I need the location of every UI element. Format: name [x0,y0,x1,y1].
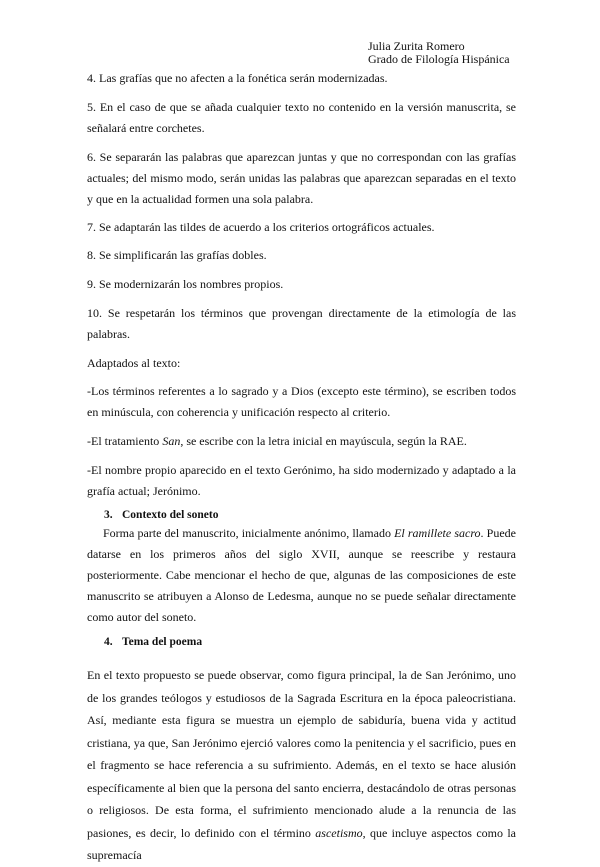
section-4-heading [104,635,202,649]
section-4-title: Tema del poema [122,636,203,648]
section-3-text-after: . Puede datarse en los primeros años del siglo XVII, aunque se reescribe y restaura posteriormente. Cabe mencionar el hecho de que, algunas de las composiciones de este manuscrito se atribuyen a Alonso de Ledesma, aunque no se puede señalar directamente como autor del soneto. [87,526,516,624]
adapted-intro: Adaptados al texto: [87,356,181,370]
section-3-paragraph [87,523,516,628]
adapted-item-2 [87,431,516,452]
section-4-text-before: En el texto propuesto se puede observar, como figura principal, la de San Jerónimo, uno de los grandes teólogos y estudiosos de la Sagrada Escritura en la época paleocristiana. Así, mediante esta figura se muestra un ejemplo de sabiduría, buena vida y actitud cristiana, ya que, San Jerónimo ejerció valores como la penitencia y el sacrificio, pues en el fragmento se hace referencia a su sufrimiento. Además, en el texto se hace alusión específicamente al bien que la persona del santo encierra, destacándolo de otras personas o religiosos. De esta forma, el sufrimiento mencionado alude a la renuncia de las pasiones, es decir, lo definido con el término [87,668,516,840]
criterion-4: 4. Las grafías que no afecten a la fonética serán modernizadas. [87,71,388,85]
criterion-10: 10. Se respetarán los términos que provengan directamente de la etimología de las palabras. [87,306,516,341]
degree-name: Grado de Filología Hispánica [368,52,510,66]
adapted-item-3: -El nombre propio aparecido en el texto Gerónimo, ha sido modernizado y adaptado a la grafía actual; Jerónimo. [87,463,516,498]
section-4-term: ascetismo [315,825,363,840]
criterion-8: 8. Se simplificarán las grafías dobles. [87,248,267,262]
criterion-5: 5. En el caso de que se añada cualquier texto no contenido en la versión manuscrita, se señalará entre corchetes. [87,100,516,135]
criterion-6: 6. Se separarán las palabras que aparezcan juntas y que no correspondan con las grafías actuales; del mismo modo, serán unidas las palabras que aparezcan separadas en el texto y que en la actualidad formen una sola palabra. [87,150,516,206]
adapted-item-2-em: San [162,434,181,448]
author-name: Julia Zurita Romero [368,39,465,53]
adapted-item-1: -Los términos referentes a lo sagrado y a Dios (excepto este término), se escriben todos en minúscula, con coherencia y unificación respecto al criterio. [87,384,516,419]
section-3-manuscript-title: El ramillete sacro [394,526,481,540]
section-3-text-before: Forma parte del manuscrito, inicialmente anónimo, llamado [103,526,395,540]
criterion-7: 7. Se adaptarán las tildes de acuerdo a los criterios ortográficos actuales. [87,220,435,234]
section-4-paragraph [87,664,516,867]
section-4-text-after: , que incluye aspectos como la supremacía [87,825,516,862]
criterion-9: 9. Se modernizarán los nombres propios. [87,277,284,291]
page-header [368,40,510,66]
section-3-heading [104,508,218,522]
section-3-number: 3. [104,509,113,521]
section-4-number: 4. [104,636,113,648]
adapted-item-2-after: , se escribe con la letra inicial en mayúscula, según la RAE. [180,434,467,448]
adapted-item-2-before: -El tratamiento [87,434,163,448]
section-3-title: Contexto del soneto [122,509,219,521]
